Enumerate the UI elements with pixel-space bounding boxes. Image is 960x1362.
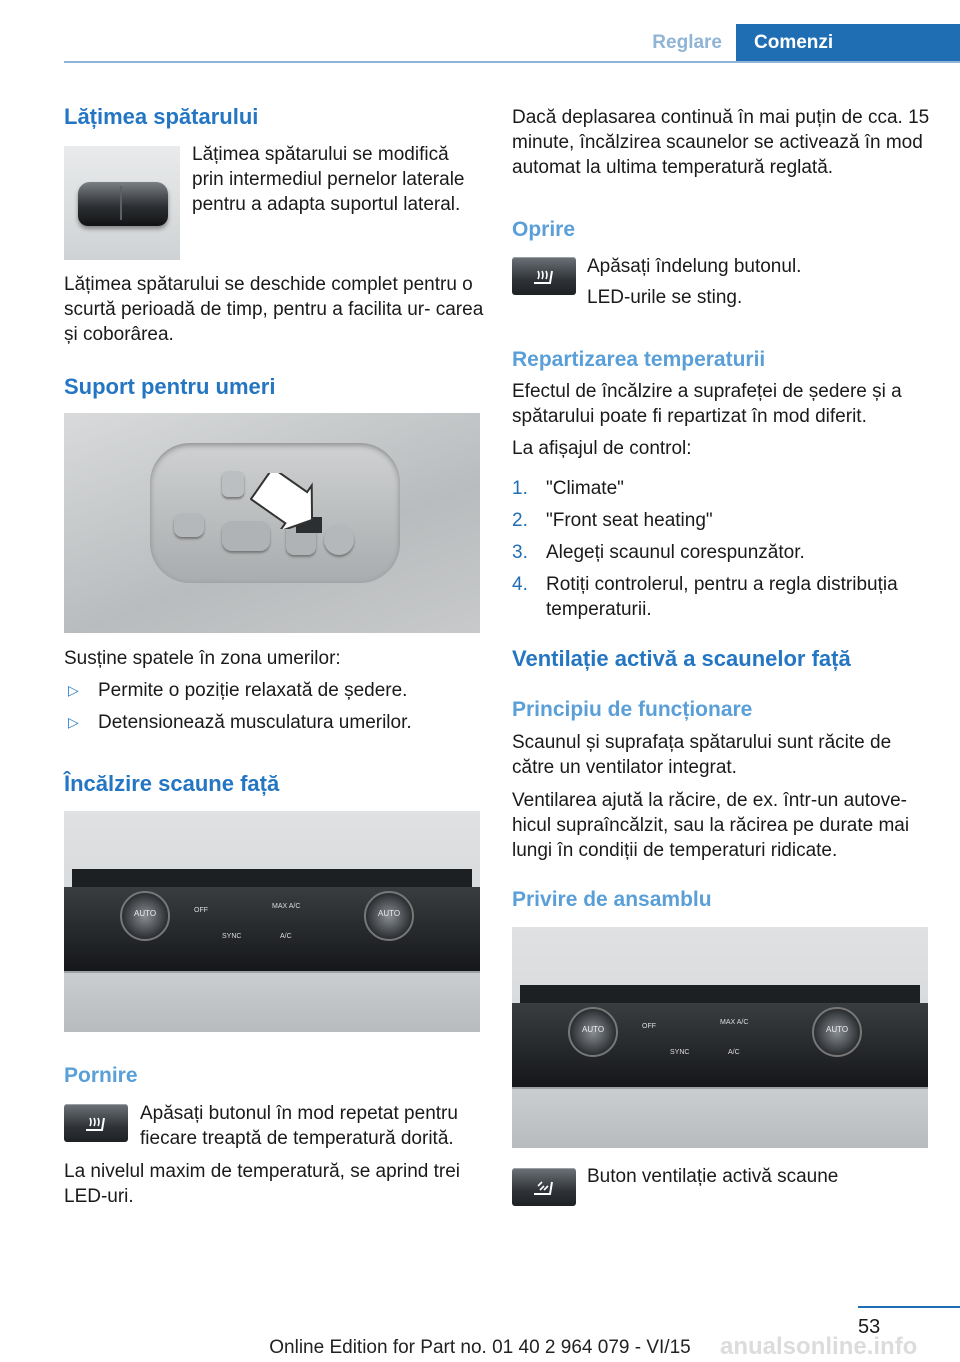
- heading-overview: Privire de ansamblu: [512, 888, 712, 911]
- auto-label: AUTO: [826, 1025, 849, 1034]
- header-rule: [64, 61, 960, 63]
- vent-button-label: Buton ventilație activă scaune: [587, 1166, 839, 1187]
- off-label: OFF: [194, 907, 208, 914]
- seat-ventilation-icon: [530, 1174, 558, 1200]
- pornire-desc: Apăsați butonul în mod repetat pentru fiecare treaptă de temperatură dorită.: [140, 1103, 458, 1149]
- heading-backrest-width: Lățimea spătarului: [64, 104, 259, 129]
- footer-rule: [858, 1306, 960, 1308]
- sync-label: SYNC: [670, 1049, 690, 1056]
- auto-label: AUTO: [378, 909, 401, 918]
- auto-label: AUTO: [582, 1025, 605, 1034]
- step-text: "Front seat heating": [546, 510, 713, 531]
- bullet-item: Detensionează musculatura umerilor.: [98, 712, 412, 733]
- seat-heating-icon: [530, 263, 558, 289]
- off-label: OFF: [642, 1023, 656, 1030]
- ac-label: A/C: [280, 933, 292, 940]
- oprire-press: Apăsați îndelung butonul.: [587, 256, 802, 277]
- seat-heating-button[interactable]: [512, 257, 576, 295]
- tab-reglare[interactable]: Reglare: [652, 32, 722, 53]
- heading-oprire: Oprire: [512, 218, 576, 241]
- heading-repartizarea: Repartizarea temperaturii: [512, 348, 766, 371]
- seat-ventilation-button[interactable]: [512, 1168, 576, 1206]
- pornire-max: La nivelul maxim de temperatură, se aprind trei LED-uri.: [64, 1161, 461, 1207]
- dist-desc: Efectul de încălzire a suprafeței de ședere și a spătarului poate fi repartizat în mod diferit.: [512, 381, 902, 427]
- step-text: "Climate": [546, 478, 624, 499]
- max-ac-label: MAX A/C: [272, 903, 301, 910]
- step-number: 4.: [512, 574, 528, 595]
- bullet-icon: ▷: [68, 714, 79, 730]
- backrest-width-desc: Lățimea spătarului se modifică prin intermediul pernelor laterale pentru a adapta suportul lateral.: [192, 144, 465, 215]
- step-text: Alegeți scaunul corespunzător.: [546, 542, 805, 563]
- shoulder-desc: Susține spatele în zona umerilor:: [64, 648, 341, 669]
- footer-edition: Online Edition for Part no. 01 40 2 964 079 - VI/15: [269, 1337, 691, 1358]
- auto-reactivation: Dacă deplasarea continuă în mai puțin de cca. 15 minute, încălzirea scaunelor se activează în mod automat la ultima temperatură reglată.: [512, 107, 930, 178]
- bullet-icon: ▷: [68, 682, 79, 698]
- step-text: Rotiți controlerul, pentru a regla distribuția temperaturii.: [546, 574, 898, 620]
- heading-pornire: Pornire: [64, 1064, 138, 1087]
- backrest-width-switch-image: [64, 146, 180, 260]
- ac-label: A/C: [728, 1049, 740, 1056]
- max-ac-label: MAX A/C: [720, 1019, 749, 1026]
- principle-2: Ventilarea ajută la răcire, de ex. într-un autove- hicul supraîncălzit, sau la răcirea pe durate mai lungi în condiții de temperaturi ridicate.: [512, 790, 910, 861]
- sync-label: SYNC: [222, 933, 242, 940]
- step-number: 3.: [512, 542, 528, 563]
- auto-label: AUTO: [134, 909, 157, 918]
- page-number: 53: [858, 1316, 881, 1338]
- step-number: 1.: [512, 478, 528, 499]
- seat-switches-image: [64, 413, 480, 633]
- principle-1: Scaunul și suprafața spătarului sunt răcite de către un ventilator integrat.: [512, 732, 892, 778]
- step-number: 2.: [512, 510, 528, 531]
- seat-heating-icon: [82, 1110, 110, 1136]
- oprire-led: LED-urile se sting.: [587, 287, 743, 308]
- heading-seat-heating: Încălzire scaune față: [64, 771, 280, 796]
- bullet-item: Permite o poziție relaxată de ședere.: [98, 680, 408, 701]
- tab-comenzi[interactable]: Comenzi: [736, 24, 960, 62]
- seat-heating-button[interactable]: [64, 1104, 128, 1142]
- climate-panel-image: [512, 927, 928, 1148]
- heading-active-ventilation: Ventilație activă a scaunelor față: [512, 646, 851, 671]
- backrest-width-open: Lățimea spătarului se deschide complet pentru o scurtă perioadă de timp, pentru a facilita ur- carea și coborârea.: [64, 274, 484, 345]
- heading-principle: Principiu de funcționare: [512, 698, 753, 721]
- heading-shoulder-support: Suport pentru umeri: [64, 374, 276, 399]
- watermark: anualsonline.info: [720, 1333, 918, 1360]
- climate-panel-image: [64, 811, 480, 1032]
- dist-ctrl: La afișajul de control:: [512, 438, 692, 459]
